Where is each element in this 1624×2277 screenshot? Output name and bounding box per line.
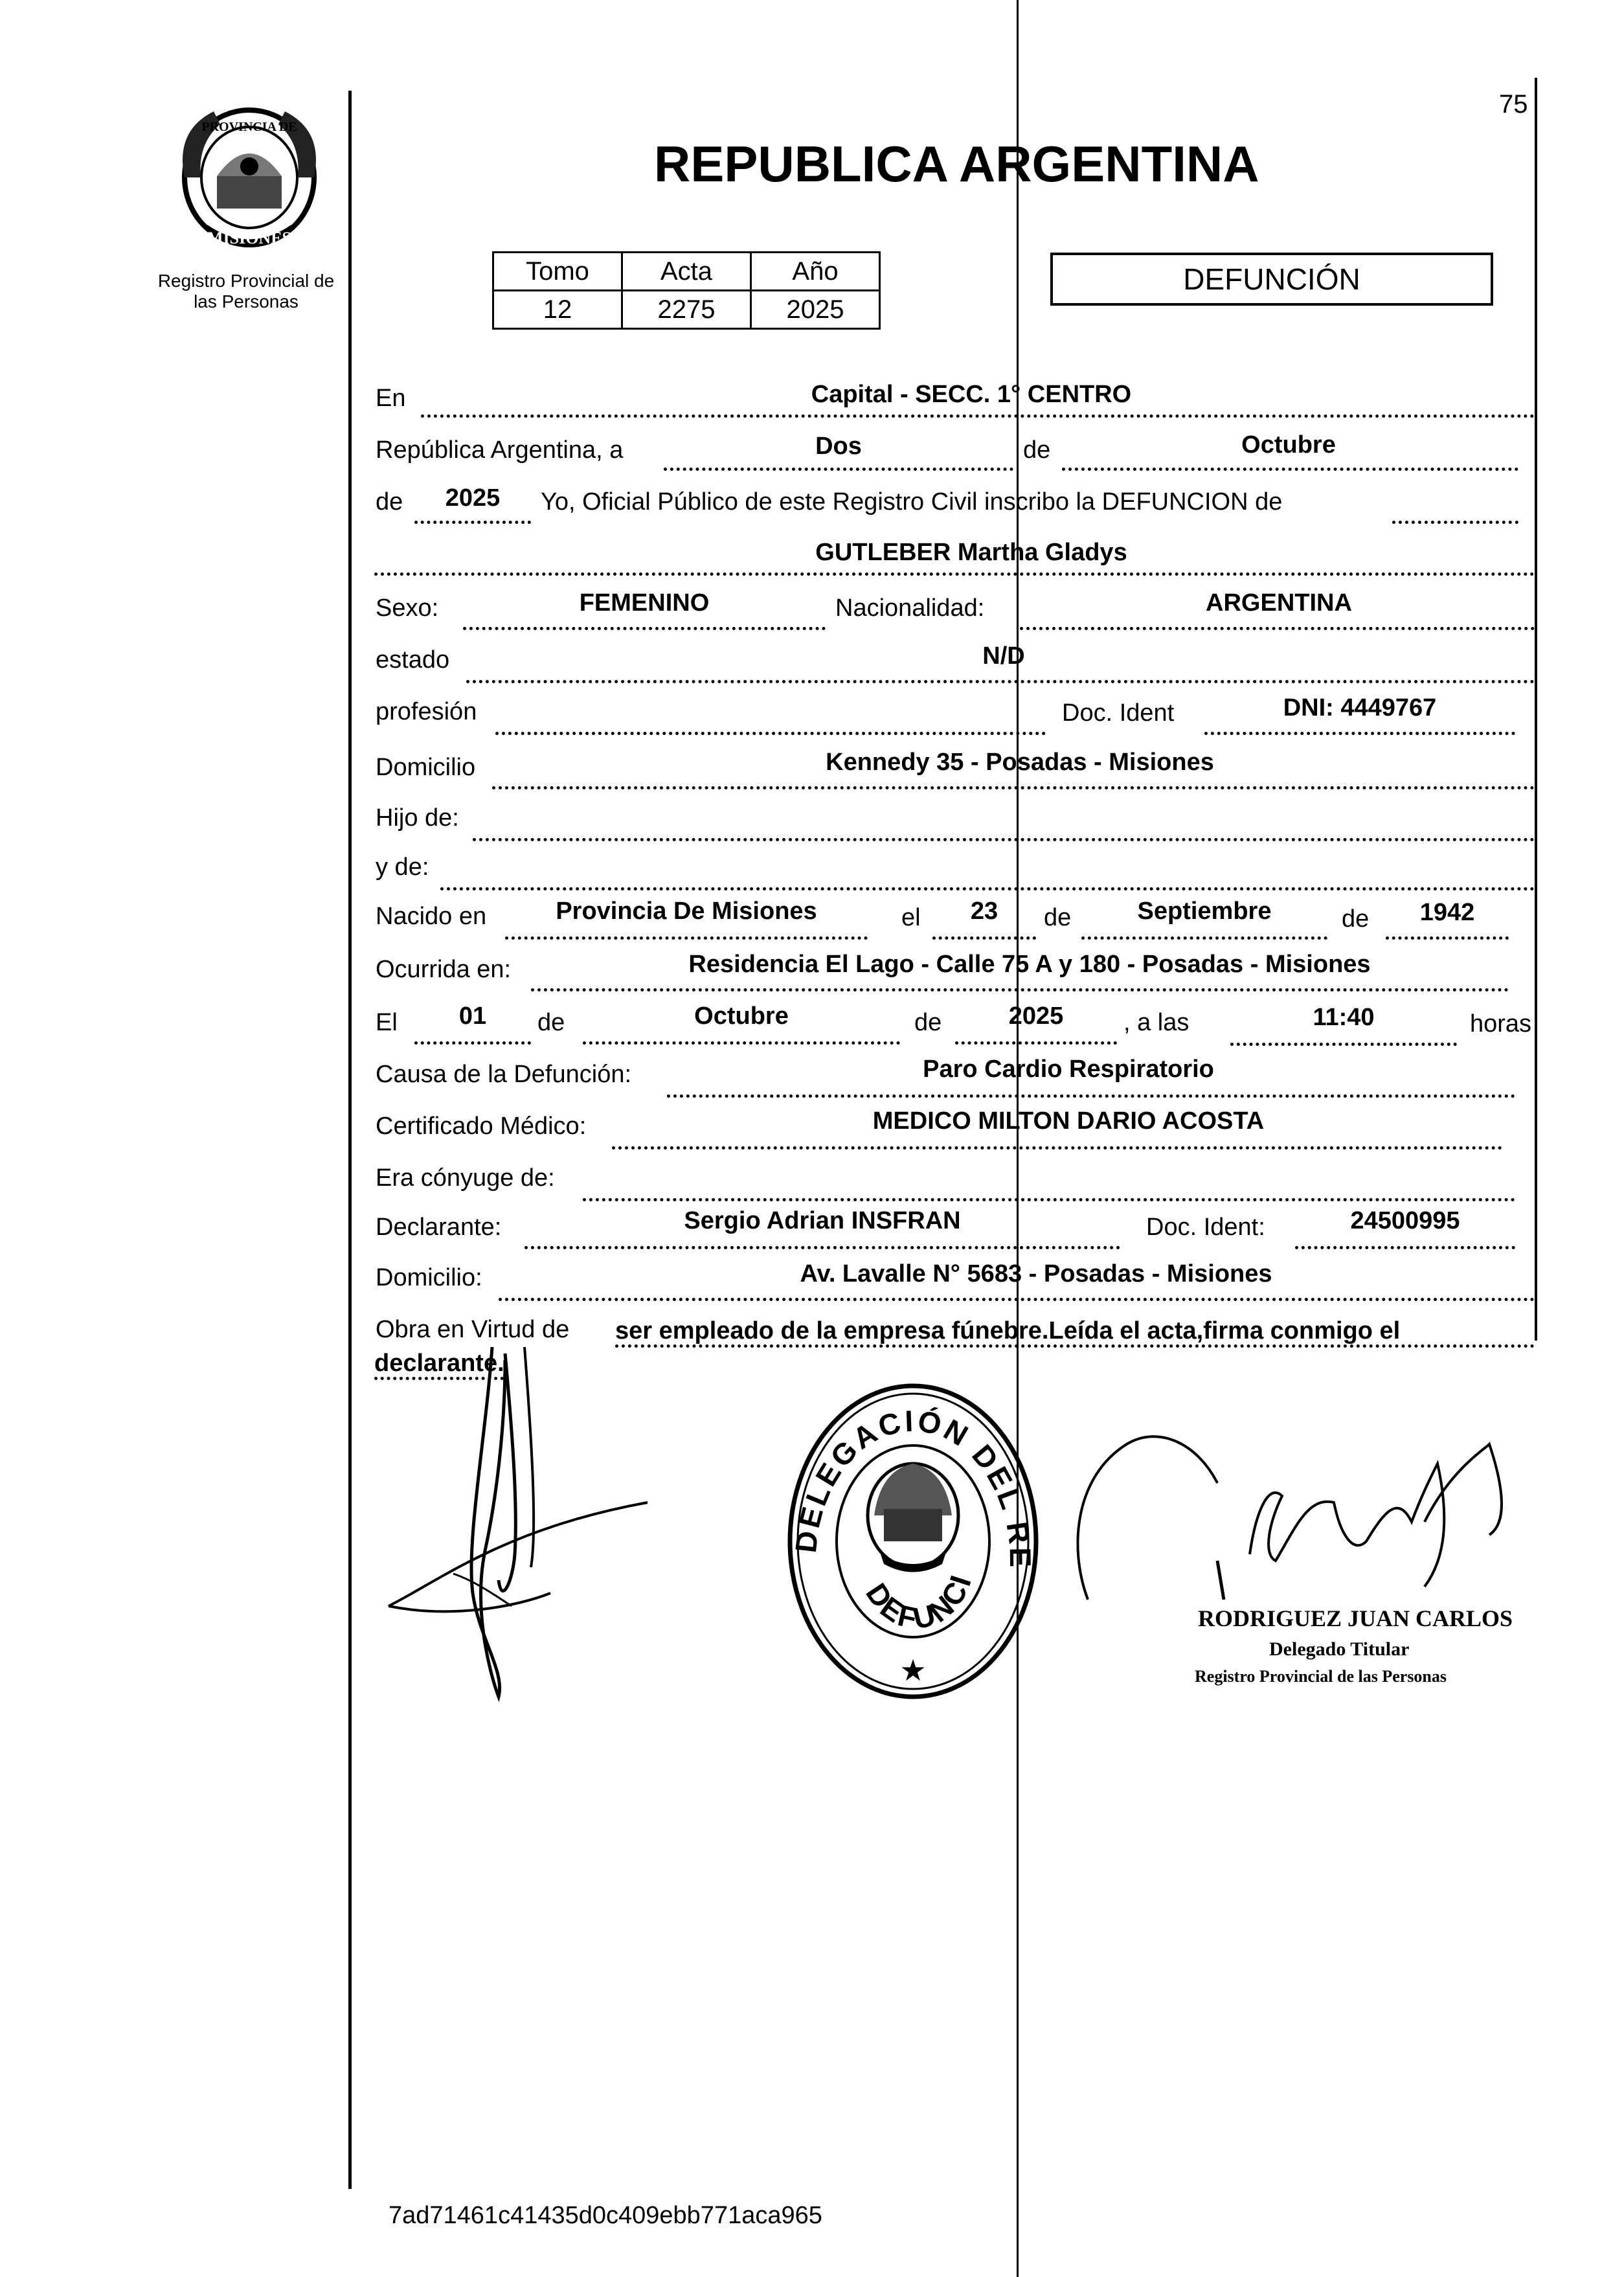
nacido-dia-dotline [932,936,1036,940]
profesion-label: profesión [376,698,477,725]
yde-label: y de: [376,854,429,881]
certificado-dotline [612,1146,1502,1150]
signatory-name: RODRIGUEZ JUAN CARLOS [1198,1605,1513,1631]
registry-name [136,271,356,312]
hora-value: 11:40 [1313,1004,1375,1031]
ref-value-tomo: 12 [493,291,622,329]
muerte-dia-dotline [414,1041,531,1045]
republica-de-label: de [1023,436,1051,464]
ref-header-tomo: Tomo [493,253,622,291]
page-title: REPUBLICA ARGENTINA [654,135,1259,192]
seal-star: ★ [899,1653,927,1688]
ref-value-anio: 2025 [751,291,880,329]
certificado-value: MEDICO MILTON DARIO ACOSTA [872,1107,1265,1135]
seal-inner-text: DEFUNCI [859,1569,978,1636]
seal-outer-text: DELEGACIÓN DEL RE [788,1403,1038,1570]
svg-text:PROVINCIA DE: PROVINCIA DE [201,120,297,134]
year-prefix-label: de [376,488,403,515]
en-label: En [376,385,406,412]
nacido-anio-value: 1942 [1419,899,1475,926]
record-type: DEFUNCIÓN [1183,262,1360,296]
decl-doc-label: Doc. Ident: [1146,1214,1265,1241]
misiones-logo [162,105,337,254]
year-dotline [414,521,531,524]
signatory-org: Registro Provincial de las Personas [1195,1667,1447,1686]
sexo-dotline [463,627,826,630]
doc-ident-label: Doc. Ident [1062,699,1175,727]
el2-label: El [376,1009,398,1036]
registry-name-line1: Registro Provincial de [157,271,335,291]
document-hash: 7ad71461c41435d0c409ebb771aca965 [389,2202,822,2229]
muerte-anio-dotline [955,1041,1117,1045]
official-signature [1062,1392,1515,1626]
muerte-mes-dotline [583,1041,900,1045]
republica-dotline-1 [664,468,1013,471]
conyuge-dotline [583,1198,1515,1201]
nacionalidad-dotline [1020,627,1535,630]
conyuge-label: Era cónyuge de: [376,1164,555,1192]
nacido-anio-dotline [1386,936,1509,940]
declarante-value: Sergio Adrian INSFRAN [684,1207,961,1234]
ref-header-acta: Acta [622,253,751,291]
ocurrida-label: Ocurrida en: [376,956,512,983]
muerte-anio-value: 2025 [1008,1003,1064,1030]
nacido-el-label: el [901,904,921,931]
declarante-dotline-fill [524,1246,1120,1249]
declarante-label: Declarante: [376,1214,502,1241]
deceased-name-value: GUTLEBER Martha Gladys [815,539,1127,566]
domicilio-label: Domicilio [376,754,476,781]
nacido-mes-dotline [1081,936,1327,940]
republica-dotline-2 [1062,468,1518,471]
horas-label: horas [1470,1010,1532,1037]
yde-dotline [440,887,1535,890]
causa-dotline [667,1094,1515,1098]
decl-domicilio-value: Av. Lavalle N° 5683 - Posadas - Misiones [800,1260,1272,1287]
domicilio-dotline [492,786,1535,789]
decl-doc-value: 24500995 [1350,1207,1460,1234]
obra-text: ser empleado de la empresa fúnebre.Leída el acta,firma conmigo el [615,1317,1401,1344]
nacido-lugar-value: Provincia De Misiones [556,898,817,925]
right-margin-line [1535,78,1537,1341]
estado-value: N/D [982,642,1025,670]
muerte-mes-value: Octubre [694,1003,789,1030]
nacido-de2-label: de [1342,905,1370,933]
record-type-box [1050,253,1493,306]
scan-line [1017,0,1019,2277]
causa-label: Causa de la Defunción: [376,1061,632,1088]
decl-domicilio-dotline [499,1298,1535,1301]
declarante-signature [376,1334,660,1710]
ocurrida-value: Residencia El Lago - Calle 75 A y 180 - Posadas - Misiones [688,951,1371,978]
place-value: Capital - SECC. 1° CENTRO [811,381,1132,408]
muerte-dia-value: 01 [458,1003,487,1030]
estado-dotline [466,680,1535,683]
doc-ident-dotline [1204,732,1515,735]
muerte-de1-label: de [537,1009,565,1036]
reference-table [492,251,881,330]
nacionalidad-label: Nacionalidad: [835,595,985,622]
en-dotline [421,414,1535,418]
decl-doc-dotline [1295,1246,1515,1249]
domicilio-value: Kennedy 35 - Posadas - Misiones [826,749,1214,776]
nacido-de1-label: de [1044,904,1072,931]
year-value: 2025 [445,484,501,512]
official-seal [777,1366,1049,1703]
obra-label: Obra en Virtud de [376,1316,570,1343]
nacionalidad-value: ARGENTINA [1206,589,1352,617]
sexo-value: FEMENINO [579,589,710,617]
oficial-dotline [1392,521,1518,524]
muerte-de2-label: de [914,1009,942,1036]
day-words-value: Dos [815,433,862,460]
sexo-label: Sexo: [376,595,439,622]
ref-header-anio: Año [751,253,880,291]
left-margin-line [348,91,352,2189]
certificado-label: Certificado Médico: [376,1113,587,1140]
obra-dotline [615,1344,1535,1348]
ocurrida-dotline [531,988,1509,991]
alas-label: , a las [1123,1009,1190,1036]
page-number: 75 [1499,90,1528,119]
causa-value: Paro Cardio Respiratorio [923,1056,1214,1083]
republica-label: República Argentina, a [376,436,624,464]
month-value: Octubre [1241,431,1336,459]
doc-ident-value: DNI: 4449767 [1283,694,1437,721]
signatory-role: Delegado Titular [1269,1638,1410,1660]
decl-domicilio-label: Domicilio: [376,1264,482,1291]
estado-label: estado [376,646,450,674]
hora-dotline [1230,1043,1457,1046]
hijo-dotline [473,838,1535,841]
profesion-dotline [495,732,1046,735]
nacido-mes-value: Septiembre [1137,898,1272,925]
oficial-text: Yo, Oficial Público de este Registro Civil inscribo la DEFUNCION de [541,488,1283,515]
registry-name-line2: las Personas [194,291,299,312]
nacido-lugar-dotline [505,936,868,940]
nacido-dia-value: 23 [970,898,998,925]
obra-text2: declarante. [374,1350,504,1377]
svg-text:MISIONES: MISIONES [207,229,292,247]
nacido-label: Nacido en [376,903,487,930]
ref-value-acta: 2275 [622,291,751,329]
name-dotline [374,572,1535,576]
hijo-label: Hijo de: [376,804,459,832]
